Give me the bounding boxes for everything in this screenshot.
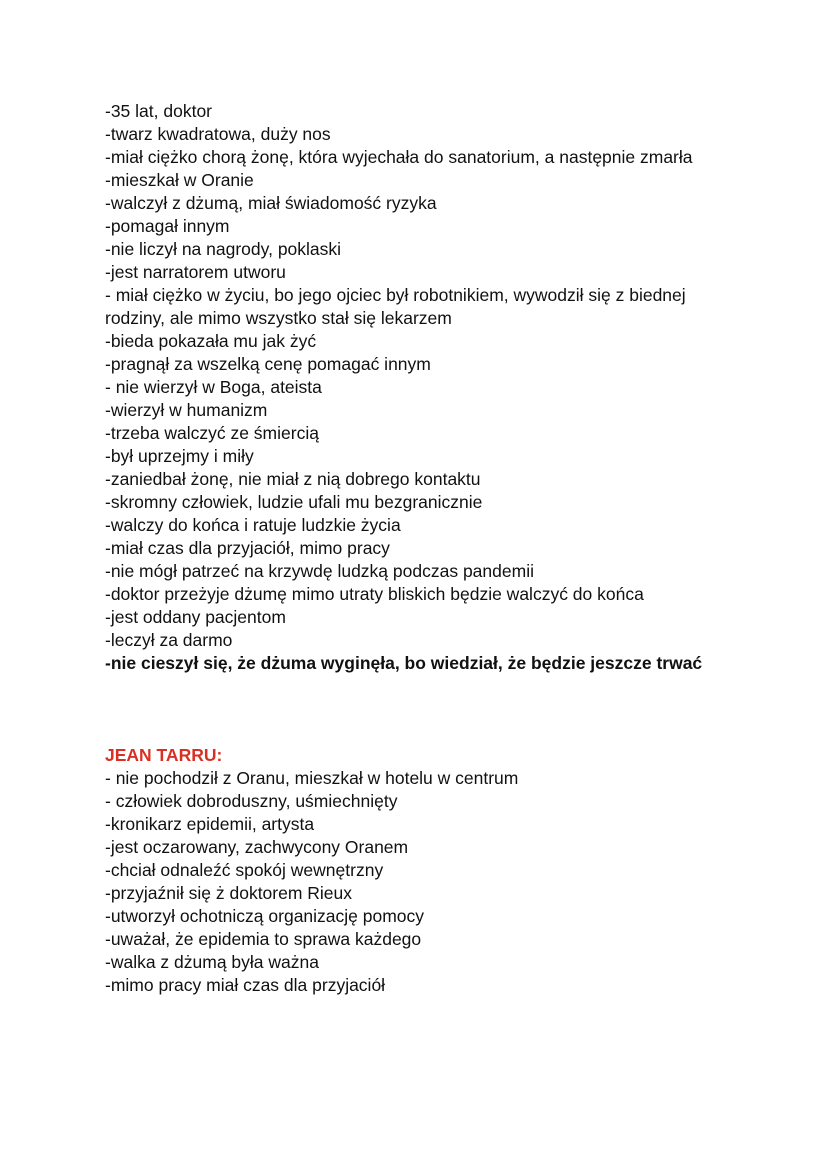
list-item: -wierzył w humanizm (105, 400, 268, 420)
tarru-traits-list (105, 767, 725, 997)
list-item: -walczy do końca i ratuje ludzkie życia (105, 515, 401, 535)
list-item: - miał ciężko w życiu, bo jego ojciec był robotnikiem, wywodził się z biednej rodziny, ale mimo wszystko stał się lekarzem (105, 285, 686, 328)
list-item: - nie pochodził z Oranu, mieszkał w hotelu w centrum (105, 768, 519, 788)
list-item: -35 lat, doktor (105, 101, 212, 121)
list-item: -kronikarz epidemii, artysta (105, 814, 315, 834)
list-item: -był uprzejmy i miły (105, 446, 254, 466)
list-item: -miał ciężko chorą żonę, która wyjechała do sanatorium, a następnie zmarła (105, 147, 693, 167)
list-item: -miał czas dla przyjaciół, mimo pracy (105, 538, 390, 558)
list-item: -twarz kwadratowa, duży nos (105, 124, 331, 144)
list-item: -jest narratorem utworu (105, 262, 286, 282)
list-item: - nie wierzył w Boga, ateista (105, 377, 322, 397)
list-item: -uważał, że epidemia to sprawa każdego (105, 929, 422, 949)
list-item: -jest oddany pacjentom (105, 607, 286, 627)
section-spacer (105, 675, 725, 744)
list-item: -trzeba walczyć ze śmiercią (105, 423, 319, 443)
list-item: -chciał odnaleźć spokój wewnętrzny (105, 860, 384, 880)
list-item: -mieszkał w Oranie (105, 170, 254, 190)
list-item: -zaniedbał żonę, nie miał z nią dobrego kontaktu (105, 469, 481, 489)
list-item: -walczył z dżumą, miał świadomość ryzyka (105, 193, 437, 213)
list-item: -leczył za darmo (105, 630, 233, 650)
list-item: -pomagał innym (105, 216, 230, 236)
list-item: -pragnął za wszelką cenę pomagać innym (105, 354, 431, 374)
list-item: -skromny człowiek, ludzie ufali mu bezgranicznie (105, 492, 483, 512)
list-item: -nie mógł patrzeć na krzywdę ludzką podczas pandemii (105, 561, 534, 581)
character-traits-list (105, 100, 725, 675)
list-item: -mimo pracy miał czas dla przyjaciół (105, 975, 386, 995)
list-item: -bieda pokazała mu jak żyć (105, 331, 317, 351)
list-item: -walka z dżumą była ważna (105, 952, 319, 972)
list-item: -nie liczył na nagrody, poklaski (105, 239, 342, 259)
list-item: -przyjaźnił się ż doktorem Rieux (105, 883, 353, 903)
list-item: - człowiek dobroduszny, uśmiechnięty (105, 791, 398, 811)
list-item-bold: -nie cieszył się, że dżuma wyginęła, bo wiedział, że będzie jeszcze trwać (105, 653, 703, 673)
list-item: -doktor przeżyje dżumę mimo utraty bliskich będzie walczyć do końca (105, 584, 644, 604)
list-item: -jest oczarowany, zachwycony Oranem (105, 837, 409, 857)
section-heading: JEAN TARRU: (105, 745, 223, 765)
list-item: -utworzył ochotniczą organizację pomocy (105, 906, 425, 926)
document-page (105, 100, 725, 997)
